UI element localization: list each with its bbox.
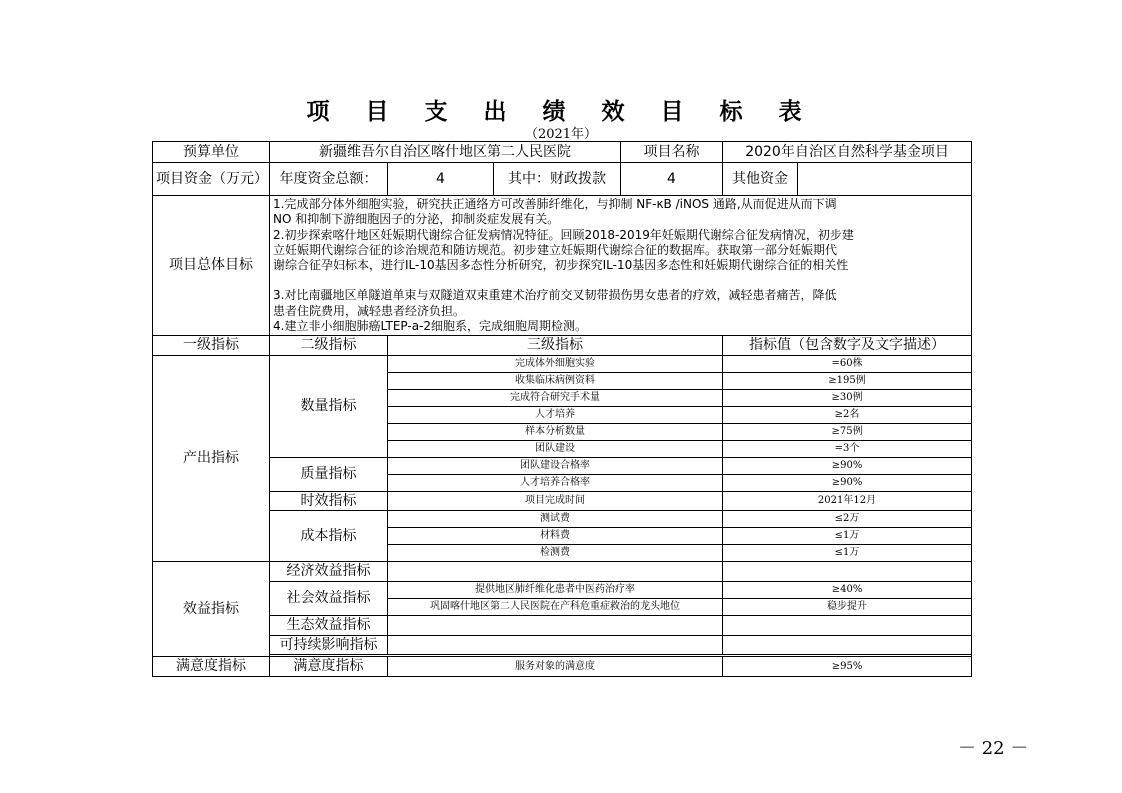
- goal-line: 1.完成部分体外细胞实验，研究扶正通络方可改善肺纤维化，与抑制 NF-κB /iNOS 通路,从而促进从而下调: [273, 197, 837, 211]
- indicator-value: ≥30例: [723, 390, 972, 407]
- cost-indicator-label: 成本指标: [270, 511, 388, 562]
- indicator-value: 2021年12月: [723, 492, 972, 511]
- indicator-value: =3个: [723, 441, 972, 458]
- goal-line: 3.对比南疆地区单隧道单束与双隧道双束重建术治疗前交叉韧带损伤男女患者的疗效，减轻患者痛苦，降低: [273, 288, 837, 303]
- goal-line: [273, 273, 968, 288]
- column-header-level1: 一级指标: [153, 336, 270, 356]
- goal-line: 4.建立非小细胞肺癌LTEP-a-2细胞系，完成细胞周期检测。: [273, 319, 588, 334]
- indicator-name: 材料费: [388, 528, 723, 545]
- budget-unit-value: 新疆维吾尔自治区喀什地区第二人民医院: [270, 142, 621, 163]
- overall-goal-text: [270, 196, 972, 336]
- indicator-name: 提供地区肺纤维化患者中医药治疗率: [388, 582, 723, 599]
- economic-benefit-label: 经济效益指标: [270, 562, 388, 582]
- goal-line: 2.初步探索喀什地区妊娠期代谢综合征发病情况特征。回顾2018-2019年妊娠期代谢综合征发病情况，初步建: [273, 227, 854, 242]
- indicator-value: ≤1万: [723, 528, 972, 545]
- indicator-name: 检测费: [388, 545, 723, 562]
- goal-line: 立妊娠期代谢综合征的诊治规范和随访规范。初步建立妊娠期代谢综合征的数据库。获取第一部分妊娠期代: [273, 242, 838, 257]
- benefit-indicator-label: 效益指标: [153, 562, 270, 657]
- fiscal-funds-value: 4: [621, 163, 723, 196]
- quality-indicator-label: 质量指标: [270, 458, 388, 492]
- indicator-name: 完成体外细胞实验: [388, 356, 723, 373]
- page-number: － 22 －: [958, 738, 1029, 759]
- ecological-benefit-value: [723, 616, 972, 636]
- overall-goal-label: 项目总体目标: [153, 196, 270, 336]
- indicator-value: ≥40%: [723, 582, 972, 599]
- economic-benefit-name: [388, 562, 723, 582]
- column-header-level3: 三级指标: [388, 336, 723, 356]
- indicator-name: 项目完成时间: [388, 492, 723, 511]
- performance-target-table: [152, 141, 972, 677]
- other-funds-value: [798, 163, 972, 196]
- goal-line: NO 和抑制下游细胞因子的分泌，抑制炎症发展有关。: [273, 212, 560, 227]
- output-indicator-label: 产出指标: [153, 356, 270, 562]
- ecological-benefit-name: [388, 616, 723, 636]
- column-header-level2: 二级指标: [270, 336, 388, 356]
- column-header-value: 指标值（包含数字及文字描述）: [723, 336, 972, 356]
- ecological-benefit-label: 生态效益指标: [270, 616, 388, 636]
- indicator-value: ≥90%: [723, 475, 972, 492]
- indicator-value: 稳步提升: [723, 599, 972, 616]
- timeliness-indicator-label: 时效指标: [270, 492, 388, 511]
- indicator-name: 样本分析数量: [388, 424, 723, 441]
- project-name-value: 2020年自治区自然科学基金项目: [723, 142, 972, 163]
- indicator-value: ≤1万: [723, 545, 972, 562]
- indicator-name: 测试费: [388, 511, 723, 528]
- annual-total-value: 4: [388, 163, 494, 196]
- indicator-name: 完成符合研究手术量: [388, 390, 723, 407]
- indicator-name: 巩固喀什地区第二人民医院在产科危重症救治的龙头地位: [388, 599, 723, 616]
- sustainable-impact-label: 可持续影响指标: [270, 636, 388, 655]
- project-name-label: 项目名称: [621, 142, 723, 163]
- social-benefit-label: 社会效益指标: [270, 582, 388, 616]
- satisfaction-indicator-label: 满意度指标: [153, 657, 270, 677]
- annual-total-label: 年度资金总额：: [270, 163, 388, 196]
- indicator-value: ≥195例: [723, 373, 972, 390]
- other-funds-label: 其他资金: [723, 163, 798, 196]
- indicator-name: 团队建设合格率: [388, 458, 723, 475]
- indicator-value: ≥95%: [723, 657, 972, 677]
- goal-line: 谢综合征孕妇标本，进行IL-10基因多态性分析研究，初步探究IL-10基因多态性和妊娠期代谢综合征的相关性: [273, 258, 849, 273]
- indicator-name: 服务对象的满意度: [388, 657, 723, 677]
- fiscal-funds-label: 其中：财政拨款: [494, 163, 621, 196]
- satisfaction-sub-label: 满意度指标: [270, 657, 388, 677]
- sustainable-impact-name: [388, 636, 723, 655]
- indicator-value: ≥90%: [723, 458, 972, 475]
- indicator-value: ≥2名: [723, 407, 972, 424]
- indicator-value: ≤2万: [723, 511, 972, 528]
- document-title: 项 目 支 出 绩 效 目 标 表: [306, 98, 816, 125]
- indicator-name: 人才培养合格率: [388, 475, 723, 492]
- economic-benefit-value: [723, 562, 972, 582]
- quantity-indicator-label: 数量指标: [270, 356, 388, 458]
- budget-unit-label: 预算单位: [153, 142, 270, 163]
- document-year: （2021年）: [524, 127, 598, 142]
- indicator-name: 团队建设: [388, 441, 723, 458]
- project-funds-label: 项目资金（万元）: [153, 163, 270, 196]
- indicator-value: ≥75例: [723, 424, 972, 441]
- indicator-name: 人才培养: [388, 407, 723, 424]
- indicator-value: =60株: [723, 356, 972, 373]
- goal-line: 患者住院费用，减轻患者经济负担。: [273, 303, 466, 318]
- sustainable-impact-value: [723, 636, 972, 655]
- indicator-name: 收集临床病例资料: [388, 373, 723, 390]
